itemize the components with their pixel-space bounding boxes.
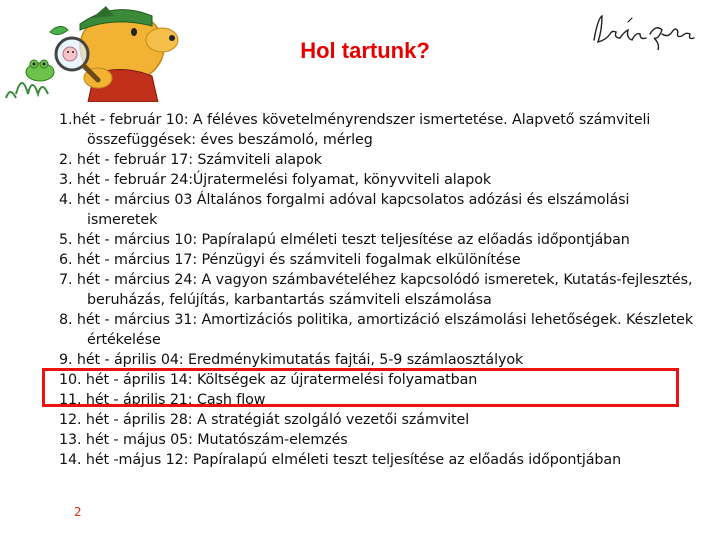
schedule-item-text: 13. hét - május 05: Mutatószám-elemzés bbox=[59, 432, 348, 448]
slide-title: Hol tartunk? bbox=[300, 38, 430, 63]
schedule-item bbox=[59, 310, 699, 350]
schedule-item bbox=[59, 250, 699, 270]
schedule-item-text: 10. hét - április 14: Költségek az újratermelési folyamatban bbox=[59, 372, 478, 388]
schedule-item-text: 2. hét - február 17: Számviteli alapok bbox=[59, 152, 322, 168]
page-number: 2 bbox=[74, 505, 82, 519]
schedule-item bbox=[59, 410, 699, 430]
schedule-item-text: 5. hét - március 10: Papíralapú elméleti teszt teljesítése az előadás időpontjában bbox=[59, 232, 630, 248]
schedule-item-text: 6. hét - március 17: Pénzügyi és számviteli fogalmak elkülönítése bbox=[59, 252, 521, 268]
schedule-item-text: 7. hét - március 24: A vagyon számbavételéhez kapcsolódó ismeretek, Kutatás-fejlesztés, beruházás, felújítás, karbantartás számviteli elszámolása bbox=[59, 272, 693, 308]
winnie-the-pooh-detective-illustration bbox=[2, 2, 202, 102]
schedule-item bbox=[59, 150, 699, 170]
schedule-item-text: 1.hét - február 10: A féléves követelményrendszer ismertetése. Alapvető számviteli összefüggések: éves beszámoló, mérleg bbox=[59, 112, 651, 148]
current-week-highlight-box bbox=[42, 368, 679, 407]
schedule-item bbox=[59, 350, 699, 370]
schedule-item bbox=[59, 230, 699, 250]
schedule-item bbox=[59, 110, 699, 150]
schedule-item-text: 12. hét - április 28: A stratégiát szolgáló vezetői számvitel bbox=[59, 412, 470, 428]
schedule-item-text: 14. hét -május 12: Papíralapú elméleti teszt teljesítése az előadás időpontjában bbox=[59, 452, 622, 468]
schedule-item-text: 8. hét - március 31: Amortizációs politika, amortizáció elszámolási lehetőségek. Készletek értékelése bbox=[59, 312, 694, 348]
schedule-item-text: 11. hét - április 21: Cash flow bbox=[59, 392, 266, 408]
schedule-item bbox=[59, 270, 699, 310]
handwritten-signature bbox=[588, 10, 698, 50]
schedule-item bbox=[59, 450, 699, 470]
schedule-item bbox=[59, 430, 699, 450]
course-schedule-list bbox=[59, 110, 699, 470]
schedule-item-text: 9. hét - április 04: Eredménykimutatás fajtái, 5-9 számlaosztályok bbox=[59, 352, 524, 368]
schedule-item bbox=[59, 170, 699, 190]
schedule-item bbox=[59, 190, 699, 230]
schedule-item-text: 3. hét - február 24:Újratermelési folyamat, könyvviteli alapok bbox=[59, 172, 492, 188]
schedule-item-text: 4. hét - március 03 Általános forgalmi adóval kapcsolatos adózási és elszámolási ismeretek bbox=[59, 192, 630, 228]
